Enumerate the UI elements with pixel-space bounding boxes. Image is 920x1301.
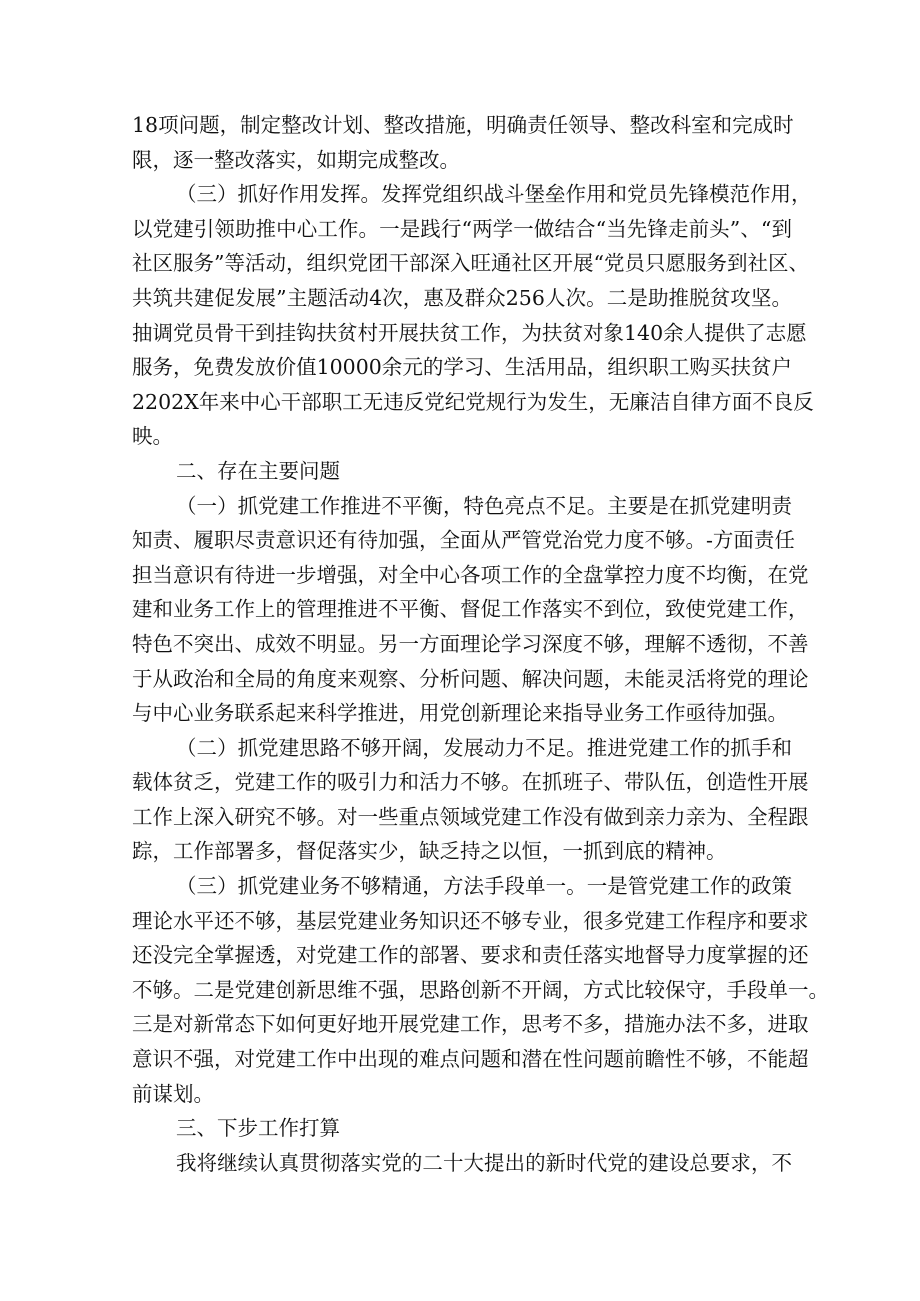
body-line-20: 载体贫乏，党建工作的吸引力和活力不够。在抓班子、带队伍，创造性开展 (132, 770, 809, 795)
body-line-22: 踪，工作部署多，督促落实少，缺乏持之以恒，一抓到底的精神。 (132, 839, 727, 864)
problem-2-paragraph-line-1: （二）抓党建思路不够开阔，发展动力不足。推进党建工作的抓手和 (176, 735, 792, 760)
body-line-7: 抽调党员骨干到挂钩扶贫村开展扶贫工作，为扶贫对象140余人提供了志愿 (132, 320, 807, 345)
body-line-25: 还没完全掌握透，对党建工作的部署、要求和责任落实地督导力度掌握的还 (132, 943, 809, 968)
section-3-effect-paragraph-line-1: （三）抓好作用发挥。发挥党组织战斗堡垒作用和党员先锋模范作用， (176, 182, 812, 207)
body-line-9: 2202X年来中心干部职工无违反党纪党规行为发生，无廉洁自律方面不良反 (132, 389, 814, 414)
body-line-28: 意识不强，对党建工作中出现的难点问题和潜在性问题前瞻性不够，不能超 (132, 1047, 809, 1072)
body-line-10: 映。 (132, 424, 173, 449)
body-line-13: 知责、履职尽责意识还有待加强，全面从严管党治党力度不够。-方面责任 (132, 528, 795, 553)
body-line-17: 于从政治和全局的角度来观察、分析问题、解决问题，未能灵活将党的理论 (132, 666, 809, 691)
problem-3-paragraph-line-1: （三）抓党建业务不够精通，方法手段单一。一是管党建工作的政策 (176, 874, 792, 899)
body-line-8: 服务，免费发放价值10000余元的学习、生活用品，组织职工购买扶贫户 (132, 355, 792, 380)
body-line-6: 共筑共建促发展”主题活动4次，惠及群众256人次。二是助推脱贫攻坚。 (132, 285, 792, 310)
body-line-18: 与中心业务联系起来科学推进，用党创新理论来指导业务工作亟待加强。 (132, 701, 788, 726)
section-heading-problems: 二、存在主要问题 (176, 458, 340, 483)
document-page (132, 108, 829, 1180)
body-line-15: 建和业务工作上的管理推进不平衡、督促工作落实不到位，致使党建工作， (132, 597, 809, 622)
section-heading-next-steps: 三、下步工作打算 (176, 1116, 340, 1141)
body-line-4: 以党建引领助推中心工作。一是践行“两学一做结合“当先锋走前头”、“到 (132, 216, 792, 241)
body-line-1: 18项问题，制定整改计划、整改措施，明确责任领导、整改科室和完成时 (132, 113, 794, 137)
problem-1-paragraph-line-1: （一）抓党建工作推进不平衡，特色亮点不足。主要是在抓党建明责 (176, 493, 792, 518)
body-line-21: 工作上深入研究不够。对一些重点领域党建工作没有做到亲力亲为、全程跟 (132, 804, 809, 829)
next-steps-paragraph-line-1: 我将继续认真贯彻落实党的二十大提出的新时代党的建设总要求，不 (176, 1150, 792, 1175)
body-line-29: 前谋划。 (132, 1081, 214, 1106)
body-line-27: 三是对新常态下如何更好地开展党建工作，思考不多，措施办法不多，进取 (132, 1012, 809, 1037)
body-line-5: 社区服务”等活动，组织党团干部深入旺通社区开展“党员只愿服务到社区、 (132, 251, 809, 276)
body-line-16: 特色不突出、成效不明显。另一方面理论学习深度不够，理解不透彻，不善 (132, 631, 809, 656)
body-line-26: 不够。二是党建创新思维不强，思路创新不开阔，方式比较保守，手段单一。 (132, 977, 829, 1002)
body-line-14: 担当意识有待进一步增强，对全中心各项工作的全盘掌控力度不均衡，在党 (132, 562, 809, 587)
body-line-2: 限，逐一整改落实，如期完成整改。 (132, 147, 460, 172)
body-line-24: 理论水平还不够，基层党建业务知识还不够专业，很多党建工作程序和要求 (132, 908, 809, 933)
